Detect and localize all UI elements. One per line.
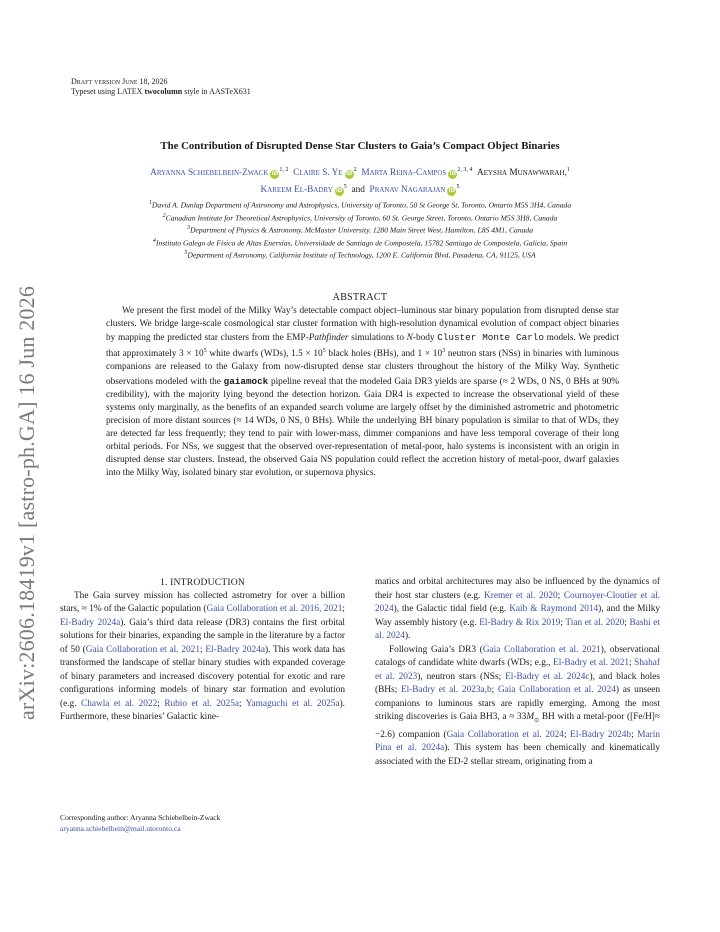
citation-link[interactable]: Bashi et al. 2024: [375, 617, 660, 642]
affiliation-item: $^3$Department of Physics & Astronomy, McMaster University, 1280 Main Street West, Hamilton, L8S 4M1, Canada: [186, 225, 534, 235]
orcid-icon[interactable]: iD: [449, 171, 457, 178]
draft-version-line: Draft version June 18, 2026: [71, 77, 168, 86]
author-name[interactable]: Claire S. Ye: [293, 168, 343, 179]
author-email-link[interactable]: aryanna.schiebelbein@mail.utoronto.ca: [60, 824, 181, 833]
citation-link[interactable]: Gaia Collaboration et al. 2024: [446, 729, 564, 740]
affiliations: [60, 198, 660, 261]
right-column: [375, 576, 660, 770]
citation-link[interactable]: Tian et al. 2020: [565, 617, 625, 628]
citation-link[interactable]: El-Badry 2024a: [60, 617, 121, 628]
citation-link[interactable]: Gaia Collaboration et al. 2021: [482, 644, 601, 655]
citation-link[interactable]: Yamaguchi et al. 2025a: [245, 698, 340, 709]
affiliation-item: $^1$David A. Dunlap Department of Astronomy and Astrophysics, University of Toronto, 50 St George St, Toronto, Ontario M5S 3H4, Canada: [148, 200, 572, 210]
citation-link[interactable]: El-Badry et al. 2024c: [505, 671, 590, 682]
citation-link[interactable]: Gaia Collaboration et al. 2016, 2021: [206, 604, 343, 615]
citation-link[interactable]: Gaia Collaboration et al. 2024: [497, 685, 616, 696]
citation-link[interactable]: Kaib & Raymond 2014: [509, 604, 599, 615]
author-name[interactable]: Pranav Nagarajan: [369, 185, 446, 196]
author-name[interactable]: Aryanna Schiebelbein-Zwack: [150, 168, 269, 179]
author-list: Aryanna Schiebelbein-Zwack iD$^{1, 2}$ Claire S. Ye $iD^2$ Marta Reina-Campos iD$^{2, 3, 4}$ Aeysha Munawwarah,$^1$ Kareem El-Badry $iD^5$ and Pranav Nagarajan $iD^5$: [150, 167, 570, 196]
author-conjunction: and: [351, 185, 365, 196]
citation-link[interactable]: Kremer et al. 2020: [484, 590, 558, 601]
paper-title: The Contribution of Disrupted Dense Star Clusters to Gaia’s Compact Object Binaries: [160, 140, 560, 152]
citation-link[interactable]: El-Badry et al. 2023a,b: [400, 685, 492, 696]
arxiv-identifier-stamp: arXiv:2606.18419v1 [astro-ph.GA] 16 Jun 2026: [14, 285, 39, 720]
affiliation-item: $^2$Canadian Institute for Theoretical Astrophysics, University of Toronto, 60 St. George Street, Toronto, Ontario M5S 3H8, Canada: [162, 212, 558, 223]
author-name[interactable]: Marta Reina-Campos: [361, 168, 447, 179]
typeset-line: Typeset using LATEX twocolumn style in AASTeX631: [71, 87, 251, 96]
citation-link[interactable]: Marín Pina et al. 2024a: [375, 729, 660, 754]
corresponding-author-label: Corresponding author: Aryanna Schiebelbein-Zwack: [60, 813, 221, 822]
affiliation-item: $^5$Department of Astronomy, California Institute of Technology, 1200 E. California Blvd, Pasadena, CA, 91125, USA: [184, 250, 536, 260]
author-name[interactable]: Kareem El-Badry: [260, 185, 333, 196]
preprint-header: [71, 77, 251, 97]
citation-link[interactable]: Chawla et al. 2022: [81, 698, 158, 709]
citation-link[interactable]: El-Badry 2024a: [205, 644, 265, 655]
citation-link[interactable]: Gaia Collaboration et al. 2021: [85, 644, 200, 655]
citation-link[interactable]: El-Badry 2024b: [570, 729, 632, 740]
affiliation-item: $^4$Instituto Galego de Física de Altas Enerxías, Universidade de Santiago de Compostela, 15782 Santiago de Compostela, Galicia, Spain: [152, 237, 568, 248]
abstract-heading: ABSTRACT: [332, 292, 388, 303]
abstract-paragraph: We present the first model of the Milky Way’s detectable compact object–luminous star binary population from disrupted dense star clusters. We bridge large-scale cosmological star cluster formation with high-resolution dynamical evolution of compact object binaries by mapping the predicted star clusters from the EMP-Pathfinder simulations to N-body Cluster Monte Carlo models. We predict that approximately $3 \times 10^5$ white dwarfs (WDs), $1.5 \times 10^5$ black holes (BHs), and $1 \times 10^3$ neutron stars (NSs) in binaries with luminous companions are released to the Galaxy from now-disrupted dense star clusters throughout the history of the Milky Way. Synthetic observations modeled with the gaiamock pipeline reveal that the modeled Gaia DR3 yields are sparse (≈ 2 WDs, 0 NS, 0 BHs at 90% credibility), with the majority lying beyond the detection horizon. Gaia DR4 is expected to increase the observational yield of these systems only marginally, as the benefits of an expanded search volume are largely offset by the diminished astrometric and photometric precision of more distant sources (≈ 14 WDs, 0 NS, 0 BHs). While the underlying BH binary population is similar to that of WDs, they are detected far less frequently; they tend to pair with lower-mass, dimmer companions and have less temporal coverage of their long orbital periods. For NSs, we suggest that the observed over-representation of metal-poor, halo systems is inconsistent with an origin in disrupted dense star clusters. Instead, the observed Gaia NS population could reflect the accretion history of metal-poor, dwarf galaxies into the Milky Way, isolated binary star evolution, or supernova physics.: [106, 306, 620, 479]
citation-link[interactable]: El-Badry & Rix 2019: [479, 617, 561, 628]
latex-logo: LATEX: [117, 87, 143, 96]
orcid-icon[interactable]: iD: [448, 188, 456, 195]
citation-link[interactable]: El-Badry et al. 2021: [553, 658, 630, 669]
author-name: Aeysha Munawwarah,: [477, 168, 567, 179]
body-paragraph: Following Gaia’s DR3 (Gaia Collaboration et al. 2021), observational catalogs of candidate white dwarfs (WDs; e.g., El-Badry et al. 2021; Shahaf et al. 2023), neutron stars (NSs; El-Badry et al. 2024c), and black holes (BHs; El-Badry et al. 2023a,b; Gaia Collaboration et al. 2024) as unseen companions to luminous stars are rapidly emerging. Among the most striking discoveries is Gaia BH3, $a \approx 33M_⊙$ BH with a metal-poor ([Fe/H]≈ −2.6) companion (Gaia Collaboration et al. 2024; El-Badry 2024b; Marín Pina et al. 2024a). This system has been chemically and kinematically associated with the ED-2 stellar stream, originating from a: [375, 644, 661, 767]
body-paragraph: matics and orbital architectures may also be influenced by the dynamics of their host star clusters (e.g. Kremer et al. 2020; Cournoyer-Cloutier et al. 2024), the Galactic tidal field (e.g. Kaib & Raymond 2014), and the Milky Way assembly history (e.g. El-Badry & Rix 2019; Tian et al. 2020; Bashi et al. 2024).: [375, 577, 660, 642]
corresponding-author-footnote: [60, 812, 345, 834]
abstract-body: [106, 305, 619, 480]
orcid-icon[interactable]: iD: [271, 171, 279, 178]
intro-paragraph: The Gaia survey mission has collected astrometry for over a billion stars, ≈ 1% of the Galactic population (Gaia Collaboration et al. 2016, 2021; El-Badry 2024a). Gaia’s third data release (DR3) contains the first orbital solutions for their binaries, expanding the sample in the literature by a factor of 50 (Gaia Collaboration et al. 2021; El-Badry 2024a). This work data has transformed the landscape of stellar binary studies with expanded coverage of binary parameters and increased discovery potential for exotic and rare configurations informing models of binary star formation and evolution (e.g. Chawla et al. 2022; Rubio et al. 2025a; Yamaguchi et al. 2025a). Furthermore, these binaries’ Galactic kine-: [60, 590, 346, 723]
citation-link[interactable]: Rubio et al. 2025a: [164, 698, 239, 709]
orcid-icon[interactable]: iD: [336, 188, 343, 195]
citation-link[interactable]: Cournoyer-Cloutier et al. 2024: [375, 590, 660, 615]
orcid-icon[interactable]: iD: [345, 171, 353, 178]
left-column: [60, 576, 345, 725]
citation-link[interactable]: Shahaf et al. 2023: [375, 658, 660, 682]
section-heading-introduction: 1. INTRODUCTION: [159, 577, 246, 588]
